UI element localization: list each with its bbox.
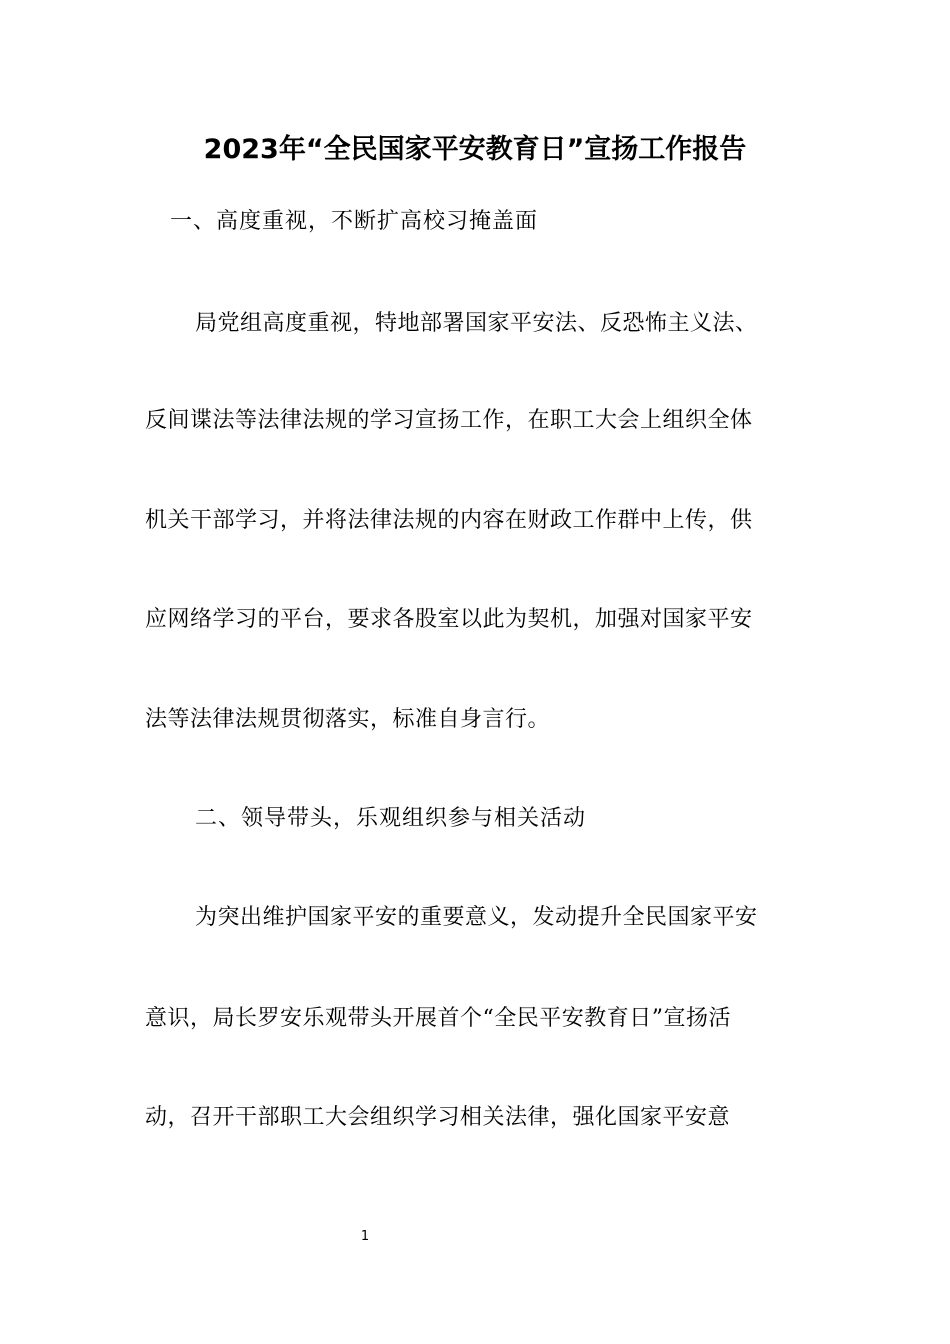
paragraph-line: 机关干部学习，并将法律法规的内容在财政工作群中上传，供: [145, 508, 753, 533]
paragraph-line: 为突出维护国家平安的重要意义，发动提升全民国家平安: [195, 905, 758, 930]
section-heading-2: 二、领导带头，乐观组织参与相关活动: [195, 806, 587, 831]
paragraph-line: 反间谍法等法律法规的学习宣扬工作，在职工大会上组织全体: [145, 408, 753, 433]
document-title: 2023年“全民国家平安教育日”宣扬工作报告: [203, 134, 747, 165]
paragraph-line: 动，召开干部职工大会组织学习相关法律，强化国家平安意: [145, 1105, 731, 1130]
paragraph-line: 意识，局长罗安乐观带头开展首个“全民平安教育日”宣扬活: [145, 1006, 731, 1031]
paragraph-line: 法等法律法规贯彻落实，标准自身言行。: [145, 707, 551, 732]
section-heading-1: 一、高度重视，不断扩高校习掩盖面: [170, 209, 539, 234]
paragraph-line: 应网络学习的平台，要求各股室以此为契机，加强对国家平安: [145, 607, 753, 632]
page-number: 1: [360, 1229, 370, 1244]
paragraph-line: 局党组高度重视，特地部署国家平安法、反恐怖主义法、: [195, 311, 758, 336]
